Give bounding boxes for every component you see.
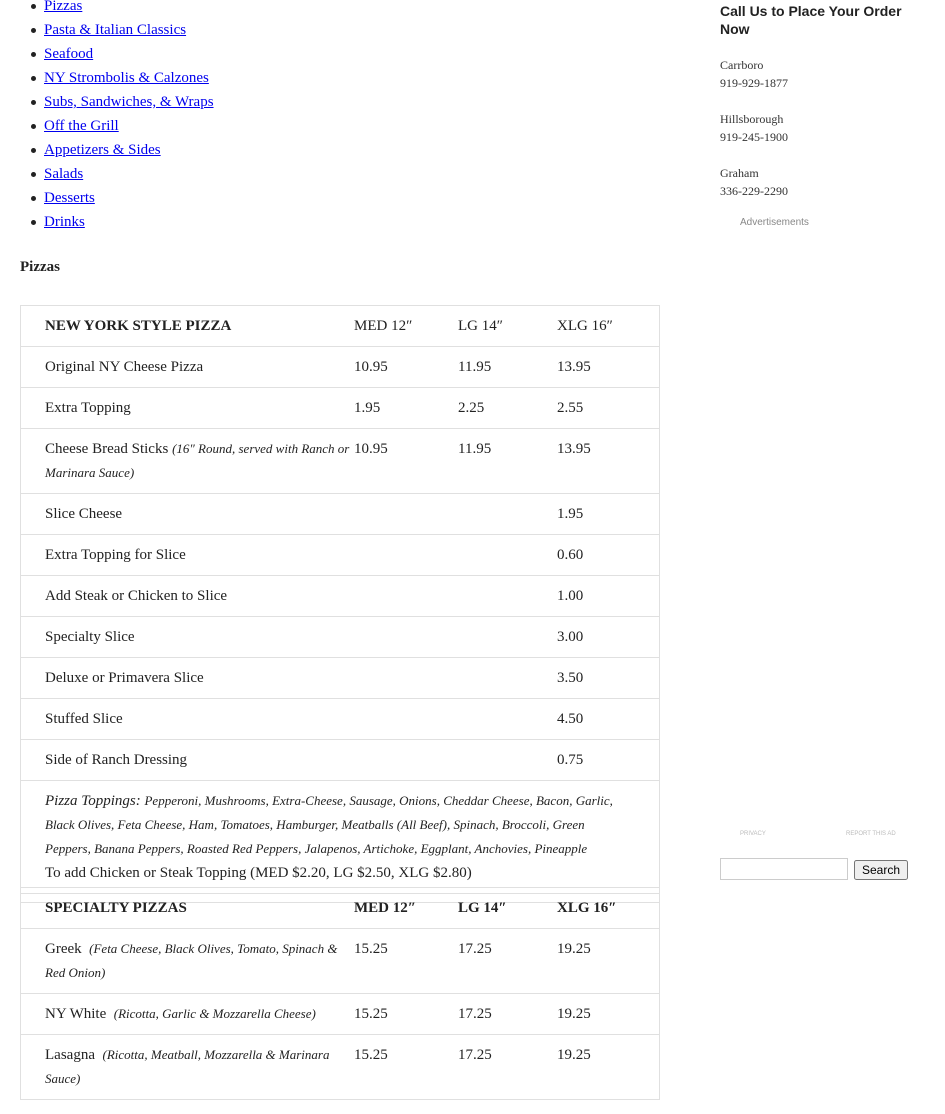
price-xlg: 19.25 xyxy=(557,994,660,1035)
table-row xyxy=(21,347,660,388)
ny-pizza-table xyxy=(20,305,660,903)
nav-link-pizzas[interactable]: Pizzas xyxy=(44,0,83,14)
table-row xyxy=(21,576,660,617)
price-lg xyxy=(458,576,557,617)
item-name: Original NY Cheese Pizza xyxy=(45,359,204,375)
price-lg: 17.25 xyxy=(458,1035,557,1100)
item-name-cell xyxy=(21,429,355,494)
table-header-cell: SPECIALTY PIZZAS xyxy=(45,900,187,916)
price-xlg: 1.95 xyxy=(557,494,660,535)
nav-item xyxy=(44,162,214,186)
price-lg xyxy=(458,535,557,576)
item-name: Extra Topping xyxy=(45,400,131,416)
item-name: Lasagna xyxy=(45,1047,95,1063)
price-med xyxy=(354,494,458,535)
nav-link-subs[interactable]: Subs, Sandwiches, & Wraps xyxy=(44,94,214,110)
location-name: Hillsborough xyxy=(720,112,784,126)
item-name-cell xyxy=(21,388,355,429)
search-input[interactable] xyxy=(720,858,848,880)
price-xlg: 13.95 xyxy=(557,347,660,388)
item-name: Side of Ranch Dressing xyxy=(45,752,188,768)
price-med xyxy=(354,658,458,699)
price-lg xyxy=(458,617,557,658)
specialty-pizza-table xyxy=(20,887,660,1100)
item-note: (16″ Round, served with Ranch or Marinara Sauce) xyxy=(45,441,350,480)
privacy-link[interactable]: PRIVACY xyxy=(740,831,766,837)
nav-link-grill[interactable]: Off the Grill xyxy=(44,118,119,134)
price-xlg: 3.00 xyxy=(557,617,660,658)
table-row xyxy=(21,494,660,535)
location-block xyxy=(720,56,920,92)
report-ad-link[interactable]: REPORT THIS AD xyxy=(846,831,896,837)
nav-link-pasta[interactable]: Pasta & Italian Classics xyxy=(44,22,187,38)
search-button[interactable]: Search xyxy=(854,860,908,880)
nav-item xyxy=(44,90,214,114)
nav-link-appetizers[interactable]: Appetizers & Sides xyxy=(44,142,161,158)
nav-item xyxy=(44,138,214,162)
item-name-cell xyxy=(21,535,355,576)
item-note: (Ricotta, Garlic & Mozzarella Cheese) xyxy=(113,1006,316,1021)
table-header-row xyxy=(21,888,660,929)
item-name: Greek xyxy=(45,941,82,957)
price-med xyxy=(354,740,458,781)
location-block xyxy=(720,110,920,146)
item-name-cell xyxy=(21,929,355,994)
toppings-row xyxy=(21,781,660,894)
table-row xyxy=(21,699,660,740)
price-med: 10.95 xyxy=(354,347,458,388)
item-name: Specialty Slice xyxy=(45,629,135,645)
item-name-cell xyxy=(21,740,355,781)
table-header-cell: MED 12″ xyxy=(354,900,417,916)
price-lg xyxy=(458,494,557,535)
nav-link-salads[interactable]: Salads xyxy=(44,166,84,182)
table-header-cell: XLG 16″ xyxy=(557,900,617,916)
item-name: Add Steak or Chicken to Slice xyxy=(45,588,228,604)
nav-link-strombolis[interactable]: NY Strombolis & Calzones xyxy=(44,70,209,86)
item-name: NY White xyxy=(45,1006,107,1022)
nav-item xyxy=(44,186,214,210)
price-lg: 17.25 xyxy=(458,994,557,1035)
table-row xyxy=(21,429,660,494)
location-phone: 919-245-1900 xyxy=(720,130,788,144)
toppings-label: Pizza Toppings: xyxy=(45,793,141,809)
item-note: (Feta Cheese, Black Olives, Tomato, Spinach & Red Onion) xyxy=(45,941,338,980)
price-lg: 17.25 xyxy=(458,929,557,994)
toppings-add-note: To add Chicken or Steak Topping (MED $2.20, LG $2.50, XLG $2.80) xyxy=(45,865,472,881)
table-header-cell: LG 14″ xyxy=(458,318,503,334)
sidebar-title: Call Us to Place Your Order Now xyxy=(720,3,902,37)
location-phone: 919-929-1877 xyxy=(720,76,788,90)
toppings-cell xyxy=(21,781,660,894)
category-nav xyxy=(44,0,214,234)
toppings-list: Pepperoni, Mushrooms, Extra-Cheese, Sausage, Onions, Cheddar Cheese, Bacon, Garlic, Black Olives, Feta Cheese, Ham, Tomatoes, Hamburger, Meatballs (All Beef), Spinach, Broccoli, Green Peppers, Banana Peppers, Roasted Red Peppers, Jalapenos, Artichoke, Eggplant, Anchovies, Pineapple xyxy=(45,793,613,856)
price-xlg: 19.25 xyxy=(557,929,660,994)
item-name-cell xyxy=(21,617,355,658)
price-xlg: 4.50 xyxy=(557,699,660,740)
table-row xyxy=(21,740,660,781)
table-row xyxy=(21,994,660,1035)
price-lg: 11.95 xyxy=(458,347,557,388)
location-name: Graham xyxy=(720,166,759,180)
nav-link-desserts[interactable]: Desserts xyxy=(44,190,95,206)
price-med xyxy=(354,699,458,740)
price-med: 10.95 xyxy=(354,429,458,494)
price-lg xyxy=(458,740,557,781)
nav-item xyxy=(44,114,214,138)
price-med: 1.95 xyxy=(354,388,458,429)
price-med xyxy=(354,535,458,576)
nav-item xyxy=(44,66,214,90)
table-row xyxy=(21,1035,660,1100)
price-lg: 2.25 xyxy=(458,388,557,429)
item-note: (Ricotta, Meatball, Mozzarella & Marinara Sauce) xyxy=(45,1047,330,1086)
location-block xyxy=(720,164,920,200)
table-row xyxy=(21,929,660,994)
nav-link-drinks[interactable]: Drinks xyxy=(44,214,85,230)
item-name-cell xyxy=(21,699,355,740)
nav-item xyxy=(44,0,214,18)
item-name: Extra Topping for Slice xyxy=(45,547,186,563)
price-xlg: 13.95 xyxy=(557,429,660,494)
price-med: 15.25 xyxy=(354,929,458,994)
price-xlg: 1.00 xyxy=(557,576,660,617)
nav-link-seafood[interactable]: Seafood xyxy=(44,46,94,62)
item-name: Cheese Bread Sticks xyxy=(45,441,169,457)
price-lg xyxy=(458,699,557,740)
advertisements-label: Advertisements xyxy=(740,217,809,228)
price-med: 15.25 xyxy=(354,994,458,1035)
table-header-cell: NEW YORK STYLE PIZZA xyxy=(45,318,232,334)
price-med xyxy=(354,617,458,658)
table-row xyxy=(21,617,660,658)
price-med xyxy=(354,576,458,617)
price-med: 15.25 xyxy=(354,1035,458,1100)
price-xlg: 19.25 xyxy=(557,1035,660,1100)
table-header-cell: MED 12″ xyxy=(354,318,413,334)
item-name-cell xyxy=(21,347,355,388)
price-lg xyxy=(458,658,557,699)
nav-item xyxy=(44,18,214,42)
price-xlg: 0.75 xyxy=(557,740,660,781)
table-row xyxy=(21,658,660,699)
item-name-cell xyxy=(21,994,355,1035)
location-phone: 336-229-2290 xyxy=(720,184,788,198)
sidebar xyxy=(720,0,920,200)
nav-item xyxy=(44,42,214,66)
table-header-cell: LG 14″ xyxy=(458,900,507,916)
table-header-cell: XLG 16″ xyxy=(557,318,613,334)
section-heading: Pizzas xyxy=(20,259,60,275)
price-xlg: 3.50 xyxy=(557,658,660,699)
item-name-cell xyxy=(21,494,355,535)
item-name-cell xyxy=(21,576,355,617)
table-header-row xyxy=(21,306,660,347)
item-name: Slice Cheese xyxy=(45,506,123,522)
location-name: Carrboro xyxy=(720,58,764,72)
price-lg: 11.95 xyxy=(458,429,557,494)
table-row xyxy=(21,388,660,429)
price-xlg: 2.55 xyxy=(557,388,660,429)
price-xlg: 0.60 xyxy=(557,535,660,576)
item-name: Deluxe or Primavera Slice xyxy=(45,670,204,686)
search-form xyxy=(720,858,908,880)
item-name-cell xyxy=(21,1035,355,1100)
item-name: Stuffed Slice xyxy=(45,711,123,727)
nav-item xyxy=(44,210,214,234)
table-row xyxy=(21,535,660,576)
item-name-cell xyxy=(21,658,355,699)
